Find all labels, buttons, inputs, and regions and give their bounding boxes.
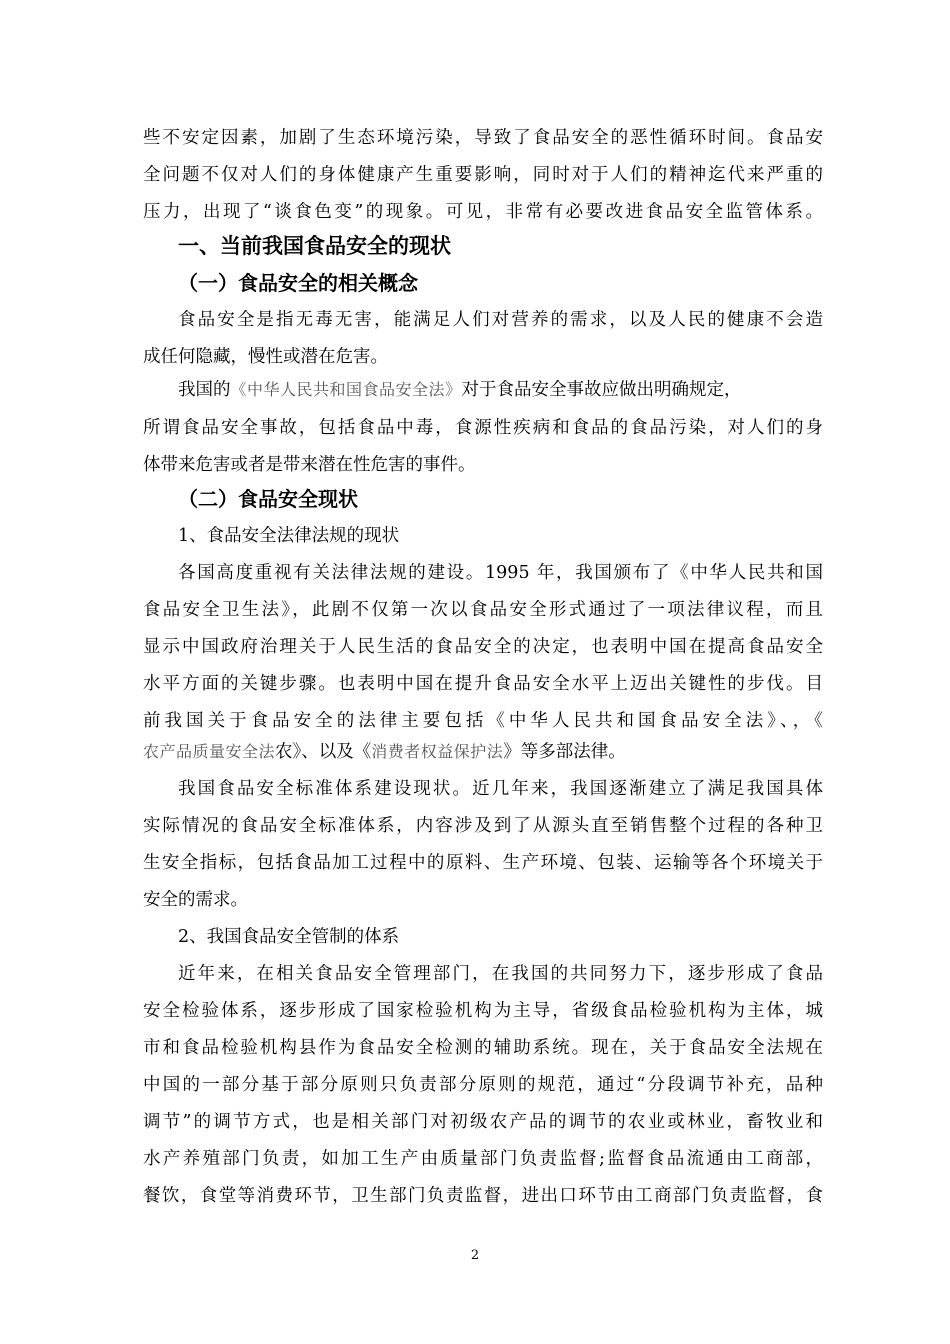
law-title: 《中华人民共和国食品安全法》 bbox=[230, 380, 462, 399]
body-text-line bbox=[178, 308, 823, 332]
body-text-line: 所谓食品安全事故，包括食品中毒，食源性疾病和食品的食品污染，对人们的身 bbox=[143, 418, 823, 438]
body-text: 我国的 bbox=[178, 380, 231, 400]
body-text-line bbox=[178, 777, 823, 801]
body-text-line: 调节”的调节方式，也是相关部门对初级农产品的调节的农业或林业，畜牧业和 bbox=[143, 1112, 823, 1132]
law-title: 农产品质量安全法 bbox=[143, 742, 276, 761]
body-text: 食品安全是指无毒无害，能满足人们对营养的需求，以及人民的健康不会造 bbox=[178, 310, 823, 330]
numbered-subheading: 1、食品安全法律法规的现状 bbox=[178, 526, 400, 546]
subsection-heading: （二）食品安全现状 bbox=[178, 487, 358, 511]
subsection-heading: （一）食品安全的相关概念 bbox=[178, 271, 418, 295]
body-text: 》等多部法律。 bbox=[503, 742, 626, 762]
body-text-line: 中国的一部分基于部分原则只负责部分原则的规范，通过“分段调节补充，品种 bbox=[143, 1075, 823, 1095]
body-text-line: 前我国关于食品安全的法律主要包括《中华人民共和国食品安全法》、，《 bbox=[143, 711, 823, 731]
body-text-line: 水产养殖部门负责，如加工生产由质量部门负责监督;监督食品流通由工商部， bbox=[143, 1149, 823, 1169]
body-text-line: 水平方面的关键步骤。也表明中国在提升食品安全水平上迈出关键性的步伐。目 bbox=[143, 674, 823, 694]
body-text-line: 实际情况的食品安全标准体系，内容涉及到了从源头直至销售整个过程的各种卫 bbox=[143, 816, 823, 836]
body-text-line: 食品安全卫生法》，此剧不仅第一次以食品安全形式通过了一项法律议程，而且 bbox=[143, 600, 823, 620]
numbered-subheading: 2、我国食品安全管制的体系 bbox=[178, 927, 400, 947]
body-text: 对于食品安全事故应做出明确规定， bbox=[461, 380, 742, 400]
body-text-line: 安全的需求。 bbox=[143, 890, 248, 910]
body-text-line bbox=[143, 740, 823, 764]
body-text-line bbox=[178, 378, 823, 402]
body-text: 近年来，在相关食品安全管理部门，在我国的共同努力下，逐步形成了食品 bbox=[178, 964, 823, 984]
body-text-line: 生安全指标，包括食品加工过程中的原料、生产环境、包装、运输等各个环境关于 bbox=[143, 853, 823, 873]
body-text: 各国高度重视有关法律法规的建设。1995 年，我国颁布了《中华人民共和国 bbox=[178, 563, 823, 583]
body-text-line: 压力，出现了“谈食色变”的现象。可见，非常有必要改进食品安全监管体系。 bbox=[143, 202, 823, 222]
body-text-line bbox=[178, 962, 823, 986]
law-title: 消费者权益保护法 bbox=[371, 742, 504, 761]
body-text-line: 显示中国政府治理关于人民生活的食品安全的决定，也表明中国在提高食品安全 bbox=[143, 637, 823, 657]
body-text-line: 安全检验体系，逐步形成了国家检验机构为主导，省级食品检验机构为主体，城 bbox=[143, 1001, 823, 1021]
body-text-line: 体带来危害或者是带来潜在性危害的事件。 bbox=[143, 455, 476, 475]
body-text-line: 餐饮，食堂等消费环节，卫生部门负责监督，进出口环节由工商部门负责监督，食 bbox=[143, 1186, 823, 1206]
body-text: 农》、以及《 bbox=[275, 742, 372, 762]
body-text-line: 成任何隐藏，慢性或潜在危害。 bbox=[143, 347, 388, 367]
body-text-line bbox=[178, 561, 823, 585]
body-text-line: 市和食品检验机构县作为食品安全检测的辅助系统。现在，关于食品安全法规在 bbox=[143, 1038, 823, 1058]
body-text-line: 全问题不仅对人们的身体健康产生重要影响，同时对于人们的精神迄代来严重的 bbox=[143, 165, 823, 185]
section-heading: 一、当前我国食品安全的现状 bbox=[178, 234, 451, 258]
body-text: 我国食品安全标准体系建设现状。近几年来，我国逐渐建立了满足我国具体 bbox=[178, 779, 823, 799]
body-text-line: 些不安定因素，加剧了生态环境污染，导致了食品安全的恶性循环时间。食品安 bbox=[143, 128, 823, 148]
page-number: 2 bbox=[470, 1248, 480, 1263]
